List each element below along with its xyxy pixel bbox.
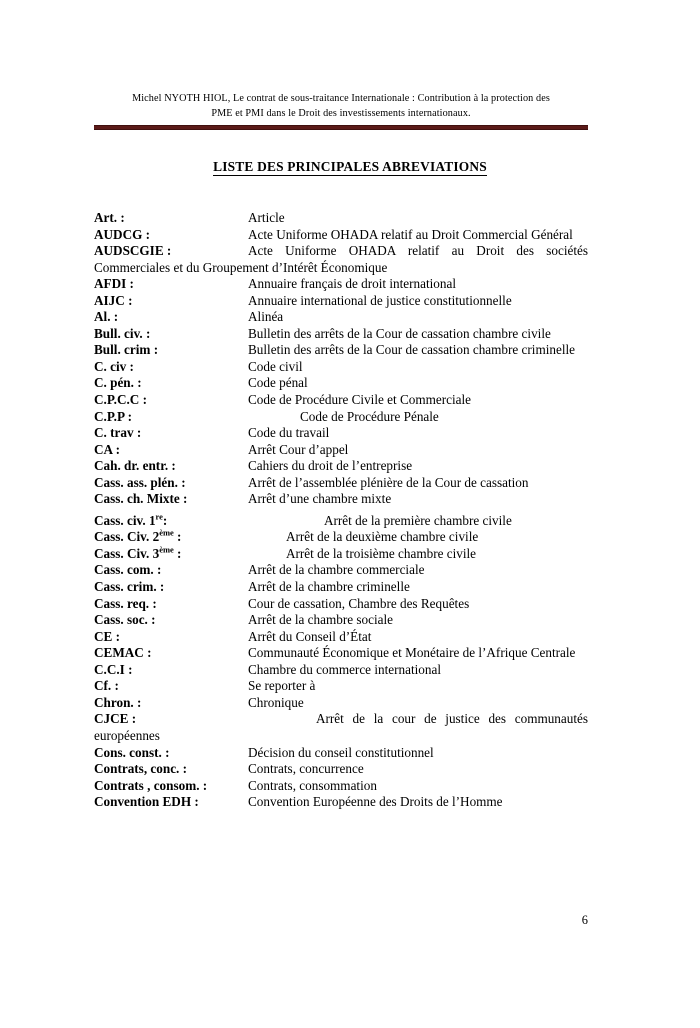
abbreviation-term: C.P.C.C : — [94, 392, 147, 408]
abbreviation-term-colon: : — [173, 529, 182, 545]
abbreviation-entry — [94, 562, 588, 579]
abbreviation-definition: Arrêt de la chambre commerciale — [248, 562, 425, 578]
abbreviation-term: Bull. crim : — [94, 342, 159, 358]
abbreviation-definition: Convention Européenne des Droits de l’Homme — [248, 794, 503, 810]
abbreviation-entry — [94, 778, 588, 795]
abbreviation-entry — [94, 293, 588, 310]
abbreviation-definition: Code de Procédure Civile et Commerciale — [248, 392, 472, 408]
abbreviation-entry — [94, 513, 588, 530]
abbreviation-definition: Contrats, consommation — [248, 777, 377, 793]
abbreviation-definition: Cour de cassation, Chambre des Requêtes — [248, 595, 470, 611]
abbreviation-definition: Code de Procédure Pénale — [300, 408, 439, 424]
abbreviation-term: Cah. dr. entr. : — [94, 458, 176, 474]
abbreviation-term: CE : — [94, 628, 121, 644]
abbreviation-definition: Alinéa — [248, 309, 284, 325]
abbreviation-definition: Annuaire français de droit international — [248, 276, 456, 292]
abbreviation-entry — [94, 529, 588, 546]
abbreviation-term: AFDI : — [94, 276, 134, 292]
abbreviation-term: Cf. : — [94, 678, 119, 694]
abbreviation-definition: Code civil — [248, 358, 303, 374]
abbreviation-definition: Se reporter à — [248, 678, 316, 694]
abbreviation-definition: Arrêt de la chambre criminelle — [248, 579, 410, 595]
abbreviation-entry — [94, 442, 588, 459]
abbreviation-definition: Arrêt de la troisième chambre civile — [286, 545, 477, 561]
abbreviation-definition: Chronique — [248, 694, 304, 710]
page-title-text: LISTE DES PRINCIPALES ABREVIATIONS — [213, 159, 487, 174]
abbreviation-term-superscript: ème — [159, 528, 174, 538]
abbreviation-definition: Chambre du commerce international — [248, 661, 441, 677]
abbreviation-definition: Article — [248, 210, 285, 225]
abbreviation-entry — [94, 662, 588, 679]
abbreviation-term: Chron. : — [94, 694, 142, 710]
abbreviation-entry — [94, 546, 588, 563]
abbreviation-term: Cass. ch. Mixte : — [94, 491, 188, 507]
abbreviation-entry — [94, 227, 588, 244]
abbreviation-term: Cons. const. : — [94, 744, 170, 760]
abbreviation-definition: Code du travail — [248, 425, 330, 441]
abbreviation-term: AIJC : — [94, 292, 133, 308]
abbreviation-definition: Arrêt d’une chambre mixte — [248, 491, 392, 507]
abbreviation-term: Cass. com. : — [94, 562, 162, 578]
abbreviation-entry — [94, 596, 588, 613]
abbreviation-term: Al. : — [94, 309, 119, 325]
abbreviation-definition: Code pénal — [248, 375, 308, 391]
abbreviation-definition: Acte Uniforme OHADA relatif au Droit Commercial Général — [248, 226, 573, 242]
abbreviation-term: CA : — [94, 441, 121, 457]
abbreviation-entry — [94, 342, 588, 359]
abbreviation-definition: Communauté Économique et Monétaire de l’Afrique Centrale — [248, 645, 576, 661]
abbreviation-entry — [94, 276, 588, 293]
abbreviation-entry — [94, 612, 588, 629]
header-divider-rule — [94, 125, 588, 130]
abbreviation-term: Contrats , consom. : — [94, 777, 208, 793]
abbreviation-definition: Arrêt de la première chambre civile — [324, 512, 512, 528]
abbreviation-definition: Arrêt du Conseil d’État — [248, 628, 372, 644]
abbreviation-definition: Arrêt Cour d’appel — [248, 441, 349, 457]
abbreviation-term: CEMAC : — [94, 645, 152, 661]
abbreviation-term: Bull. civ. : — [94, 325, 151, 341]
running-header-line-2: PME et PMI dans le Droit des investissements internationaux. — [211, 107, 471, 119]
abbreviation-definition: Arrêt de la cour de justice des communautés européennes — [94, 711, 588, 743]
abbreviation-list — [94, 210, 588, 811]
page-title — [0, 159, 700, 175]
abbreviation-entry — [94, 243, 588, 276]
abbreviation-entry — [94, 645, 588, 662]
abbreviation-definition: Contrats, concurrence — [248, 761, 364, 777]
abbreviation-term: C.P.P : — [94, 408, 132, 424]
abbreviation-term: C. trav : — [94, 425, 142, 441]
abbreviation-term-colon: : — [162, 512, 168, 528]
abbreviation-term: Art. : — [94, 210, 125, 225]
abbreviation-term: Cass. ass. plén. : — [94, 474, 186, 490]
abbreviation-definition: Bulletin des arrêts de la Cour de cassation chambre criminelle — [248, 342, 576, 358]
abbreviation-term: C. pén. : — [94, 375, 142, 391]
abbreviation-term: C. civ : — [94, 358, 134, 374]
abbreviation-entry — [94, 375, 588, 392]
abbreviation-entry — [94, 475, 588, 492]
abbreviation-entry — [94, 794, 588, 811]
abbreviation-entry — [94, 458, 588, 475]
abbreviation-definition: Cahiers du droit de l’entreprise — [248, 458, 413, 474]
abbreviation-term: Cass. Civ. 3ème : — [94, 544, 182, 561]
abbreviation-term: CJCE : — [94, 711, 137, 727]
abbreviation-definition: Bulletin des arrêts de la Cour de cassation chambre civile — [248, 325, 551, 341]
abbreviation-term: Cass. crim. : — [94, 579, 165, 595]
abbreviation-entry — [94, 579, 588, 596]
abbreviation-term-superscript: ème — [159, 544, 174, 555]
abbreviation-term-superscript: re — [155, 511, 163, 522]
running-header-line-1: Michel NYOTH HIOL, Le contrat de sous-traitance Internationale : Contribution à la protection des — [132, 93, 550, 104]
abbreviation-term: Contrats, conc. : — [94, 761, 188, 777]
abbreviation-term: AUDSCGIE : — [94, 243, 172, 259]
abbreviation-definition: Décision du conseil constitutionnel — [248, 744, 434, 760]
abbreviation-definition: Arrêt de la chambre sociale — [248, 612, 393, 628]
abbreviation-term: Convention EDH : — [94, 794, 199, 810]
abbreviation-entry — [94, 210, 588, 227]
abbreviation-term: Cass. civ. 1re: — [94, 511, 168, 528]
abbreviation-entry — [94, 392, 588, 409]
abbreviation-entry — [94, 711, 588, 744]
abbreviation-entry — [94, 409, 588, 426]
abbreviation-term: Cass. req. : — [94, 595, 157, 611]
abbreviation-entry — [94, 695, 588, 712]
abbreviation-term: AUDCG : — [94, 226, 151, 242]
abbreviation-entry — [94, 309, 588, 326]
abbreviation-term-colon: : — [173, 545, 182, 561]
abbreviation-entry — [94, 491, 588, 508]
page-number: 6 — [581, 913, 588, 927]
abbreviation-term: Cass. Civ. 2ème : — [94, 528, 182, 545]
abbreviation-definition: Acte Uniforme OHADA relatif au Droit des sociétés Commerciales et du Groupement d’Intérêt Économique — [94, 243, 588, 275]
abbreviation-definition: Arrêt de la deuxième chambre civile — [286, 529, 479, 545]
abbreviation-entry — [94, 359, 588, 376]
running-header — [94, 92, 588, 121]
abbreviation-entry — [94, 629, 588, 646]
abbreviation-definition: Arrêt de l’assemblée plénière de la Cour de cassation — [248, 474, 529, 490]
abbreviation-term: Cass. soc. : — [94, 612, 156, 628]
abbreviation-definition: Annuaire international de justice constitutionnelle — [248, 292, 512, 308]
abbreviation-entry — [94, 425, 588, 442]
abbreviation-term: C.C.I : — [94, 661, 133, 677]
abbreviation-entry — [94, 761, 588, 778]
abbreviation-entry — [94, 326, 588, 343]
abbreviation-entry — [94, 678, 588, 695]
abbreviation-entry — [94, 745, 588, 762]
